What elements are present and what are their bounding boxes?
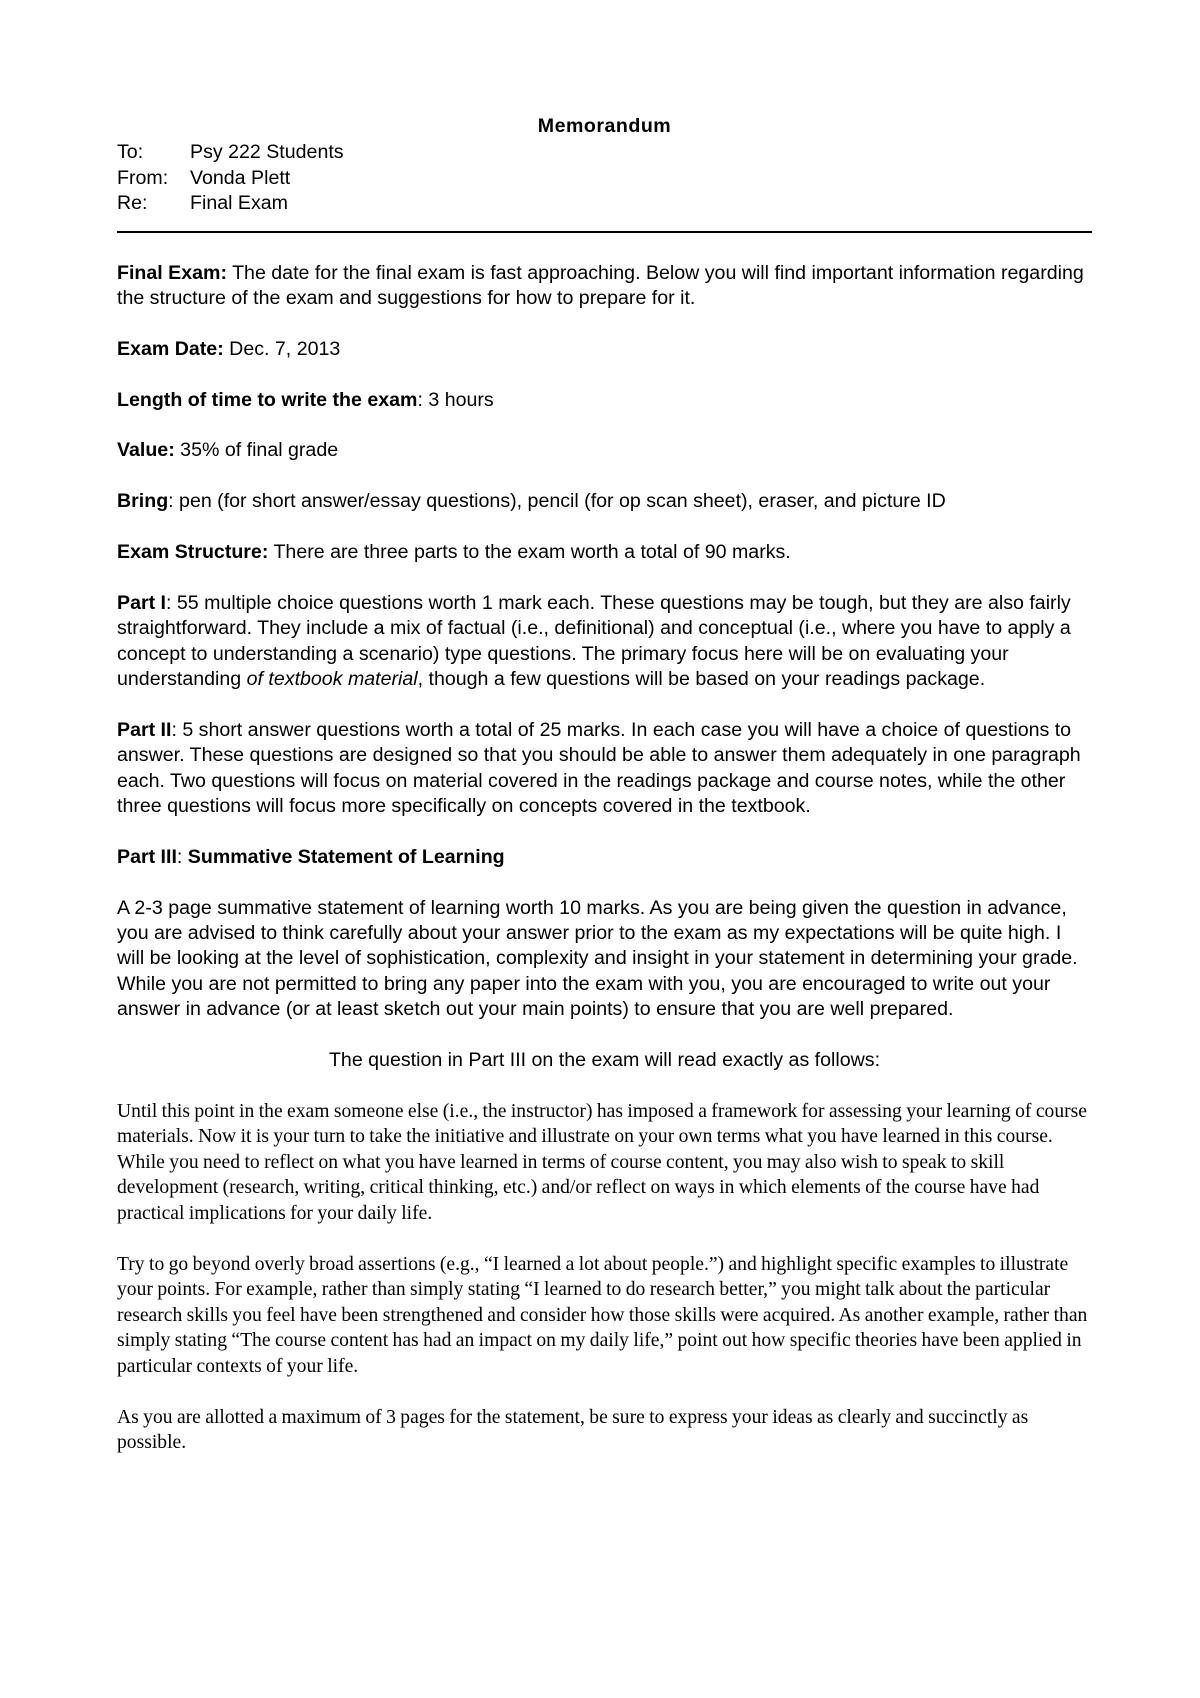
- exam-date-text: Dec. 7, 2013: [223, 337, 341, 360]
- part1-text-a: : 55 multiple choice questions worth 1 mark each. These questions may be tough, but they are also fairly straightforward. They include a mix of factual (i.e., definitional) and conceptual (i.e., where you have to apply a concept to understanding a scenario) type questions. The primary focus here will be on evaluating your understanding: [117, 591, 1071, 691]
- bring-label: Bring: [117, 490, 169, 513]
- part2-text: : 5 short answer questions worth a total of 25 marks. In each case you will have a choice of questions to answer. These questions are designed so that you should be able to answer them adequately in one paragraph each. Two questions will focus on material covered in the readings package and course notes, while the other three questions will focus more specifically on concepts covered in the textbook.: [117, 718, 1081, 818]
- part2-label: Part II: [117, 718, 172, 741]
- memo-to-label: To:: [117, 141, 144, 164]
- memo-re-row: [117, 191, 1092, 216]
- exam-date-label: Exam Date:: [117, 337, 224, 360]
- memo-from-row: [117, 166, 1092, 191]
- part1-text-italic: of textbook material: [246, 668, 418, 691]
- part2-paragraph: [117, 718, 1092, 820]
- question-paragraph-2: Try to go beyond overly broad assertions (e.g., “I learned a lot about people.”) and highlight specific examples to illustrate your points. For example, rather than simply stating “I learned to do research better,” you might talk about the particular research skills you feel have been strengthened and consider how those skills were acquired. As another example, rather than simply stating “The course content has had an impact on my daily life,” point out how specific theories have been applied in particular contexts of your life.: [117, 1253, 1088, 1377]
- question-paragraph-1: Until this point in the exam someone else (i.e., the instructor) has imposed a framework for assessing your learning of course materials. Now it is your turn to take the initiative and illustrate on your own terms what you have learned in this course. While you need to reflect on what you have learned in terms of course content, you may also wish to speak to skill development (research, writing, critical thinking, etc.) and/or reflect on ways in which elements of the course have had practical implications for your daily life.: [117, 1100, 1087, 1224]
- part3-label: Part III: [117, 845, 177, 868]
- bring-text: : pen (for short answer/essay questions), pencil (for op scan sheet), eraser, and picture ID: [168, 490, 946, 513]
- exam-date-paragraph: [117, 337, 1092, 362]
- memo-title: Memorandum: [537, 115, 672, 137]
- structure-text: There are three parts to the exam worth a total of 90 marks.: [268, 541, 791, 564]
- length-text: : 3 hours: [417, 388, 494, 411]
- final-exam-label: Final Exam:: [117, 261, 227, 284]
- value-paragraph: [117, 438, 1092, 463]
- part3-paragraph: A 2-3 page summative statement of learning worth 10 marks. As you are being given the question in advance, you are advised to think carefully about your answer prior to the exam as my expectations will be quite high. I will be looking at the level of sophistication, complexity and insight in your statement in determining your grade. While you are not permitted to bring any paper into the exam with you, you are encouraged to write out your answer in advance (or at least sketch out your main points) to ensure that you are well prepared.: [117, 896, 1078, 1021]
- question-paragraph-3: As you are allotted a maximum of 3 pages for the statement, be sure to express your ideas as clearly and succinctly as possible.: [117, 1406, 1029, 1454]
- part3-heading: [117, 845, 1092, 870]
- part1-text-b: , though a few questions will be based on your readings package.: [417, 668, 986, 691]
- header-divider: [117, 231, 1092, 233]
- part3-heading-text: Summative Statement of Learning: [187, 845, 505, 868]
- memo-to-row: [117, 140, 1092, 165]
- value-label: Value:: [117, 439, 175, 462]
- memo-to-value: Psy 222 Students: [190, 141, 344, 164]
- structure-label: Exam Structure:: [117, 541, 269, 564]
- final-exam-text: The date for the final exam is fast approaching. Below you will find important information regarding the structure of the exam and suggestions for how to prepare for it.: [117, 261, 1084, 310]
- memo-re-value: Final Exam: [190, 192, 288, 215]
- length-label: Length of time to write the exam: [117, 388, 418, 411]
- value-text: 35% of final grade: [174, 439, 339, 462]
- memo-from-label: From:: [117, 166, 169, 189]
- memo-document: [117, 114, 1092, 1481]
- memo-re-label: Re:: [117, 192, 148, 215]
- part3-intro: The question in Part III on the exam will read exactly as follows:: [328, 1049, 881, 1072]
- final-exam-paragraph: [117, 261, 1092, 312]
- memo-from-value: Vonda Plett: [190, 166, 291, 189]
- bring-paragraph: [117, 489, 1092, 514]
- part3-colon: :: [176, 845, 188, 868]
- structure-paragraph: [117, 540, 1092, 565]
- part1-label: Part I: [117, 591, 167, 614]
- length-paragraph: [117, 388, 1092, 413]
- part1-paragraph: [117, 591, 1092, 693]
